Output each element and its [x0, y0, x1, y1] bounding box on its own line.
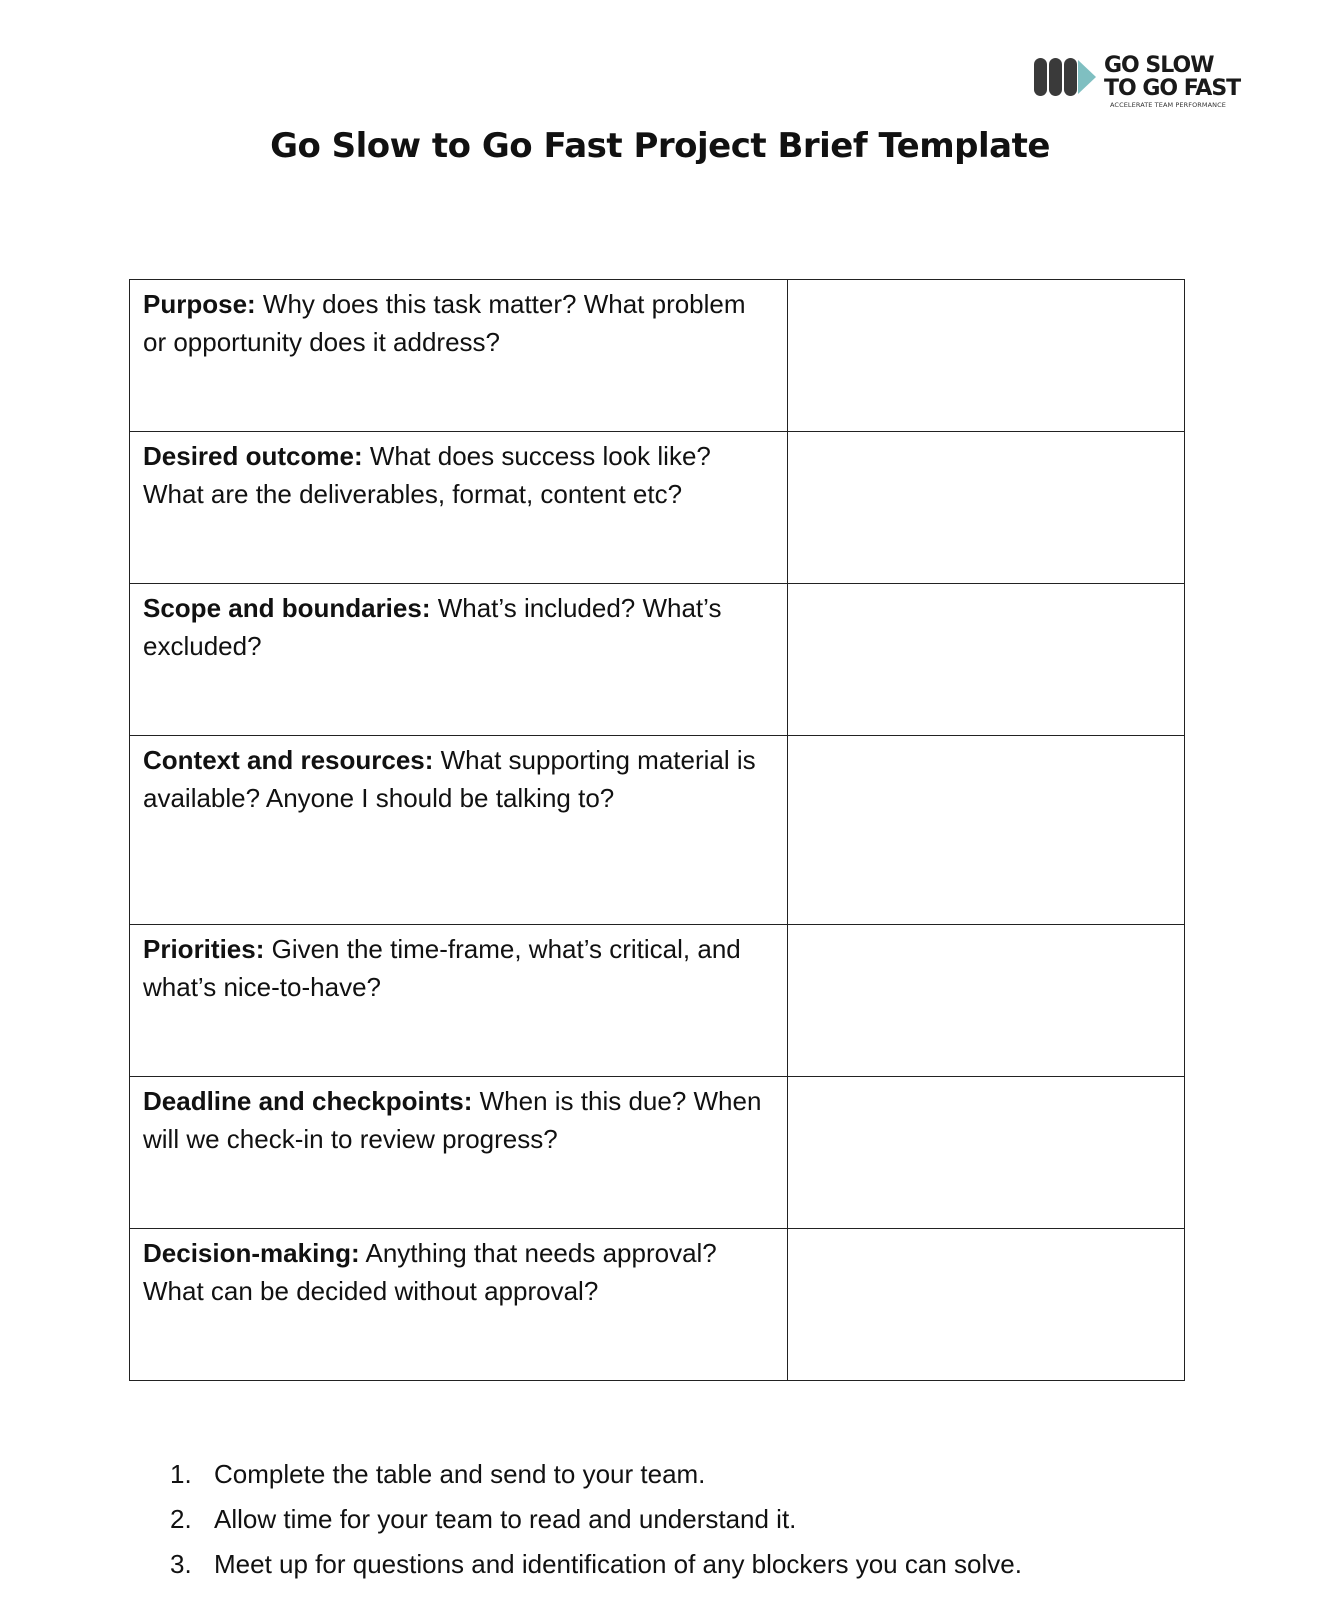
list-item — [170, 1452, 1022, 1497]
prompt-text: What’s included? What’s excluded? — [143, 593, 722, 661]
speed-bars-icon — [1034, 56, 1100, 100]
list-item-text: Complete the table and send to your team. — [214, 1459, 706, 1489]
prompt-cell-deadline — [130, 1077, 788, 1229]
list-item-number: 2. — [170, 1504, 192, 1534]
prompt-label: Priorities: — [143, 934, 265, 964]
prompt-cell-purpose — [130, 280, 788, 432]
list-item-text: Meet up for questions and identification of any blockers you can solve. — [214, 1549, 1022, 1579]
table-row-desired-outcome — [130, 432, 1185, 584]
prompt-text: Given the time-frame, what’s critical, and what’s nice-to-have? — [143, 934, 741, 1002]
list-item — [170, 1542, 1022, 1587]
prompt-text: What does success look like? What are the deliverables, format, content etc? — [143, 441, 711, 509]
prompt-cell-priorities — [130, 925, 788, 1077]
answer-cell-desired-outcome[interactable] — [787, 432, 1184, 584]
instructions-list — [170, 1452, 1022, 1587]
prompt-label: Scope and boundaries: — [143, 593, 431, 623]
answer-cell-priorities[interactable] — [787, 925, 1184, 1077]
page-title: Go Slow to Go Fast Project Brief Template — [270, 126, 1050, 166]
logo-line-1: GO SLOW — [1104, 53, 1214, 78]
prompt-label: Desired outcome: — [143, 441, 363, 471]
answer-cell-purpose[interactable] — [787, 280, 1184, 432]
answer-cell-decision-making[interactable] — [787, 1229, 1184, 1381]
answer-cell-scope[interactable] — [787, 584, 1184, 736]
table-row-purpose — [130, 280, 1185, 432]
prompt-label: Deadline and checkpoints: — [143, 1086, 473, 1116]
table-row-context — [130, 736, 1185, 925]
table-row-decision-making — [130, 1229, 1185, 1381]
prompt-text: When is this due? When will we check-in to review progress? — [143, 1086, 762, 1154]
answer-cell-context[interactable] — [787, 736, 1184, 925]
logo-tagline: ACCELERATE TEAM PERFORMANCE — [1110, 101, 1226, 109]
table-row-priorities — [130, 925, 1185, 1077]
project-brief-table — [129, 279, 1185, 1381]
prompt-text: Anything that needs approval? What can be decided without approval? — [143, 1238, 717, 1306]
prompt-text: What supporting material is available? Anyone I should be talking to? — [143, 745, 756, 813]
table-row-deadline — [130, 1077, 1185, 1229]
prompt-label: Purpose: — [143, 289, 256, 319]
logo-line-2: TO GO FAST — [1104, 76, 1241, 101]
list-item-text: Allow time for your team to read and understand it. — [214, 1504, 797, 1534]
list-item-number: 1. — [170, 1459, 192, 1489]
prompt-label: Context and resources: — [143, 745, 434, 775]
brand-logo — [1034, 52, 1264, 112]
prompt-text: Why does this task matter? What problem or opportunity does it address? — [143, 289, 746, 357]
prompt-cell-decision-making — [130, 1229, 788, 1381]
prompt-cell-desired-outcome — [130, 432, 788, 584]
table-row-scope — [130, 584, 1185, 736]
list-item-number: 3. — [170, 1549, 192, 1579]
prompt-cell-context — [130, 736, 788, 925]
list-item — [170, 1497, 1022, 1542]
prompt-cell-scope — [130, 584, 788, 736]
prompt-label: Decision-making: — [143, 1238, 360, 1268]
logo-wordmark — [1104, 54, 1240, 109]
answer-cell-deadline[interactable] — [787, 1077, 1184, 1229]
